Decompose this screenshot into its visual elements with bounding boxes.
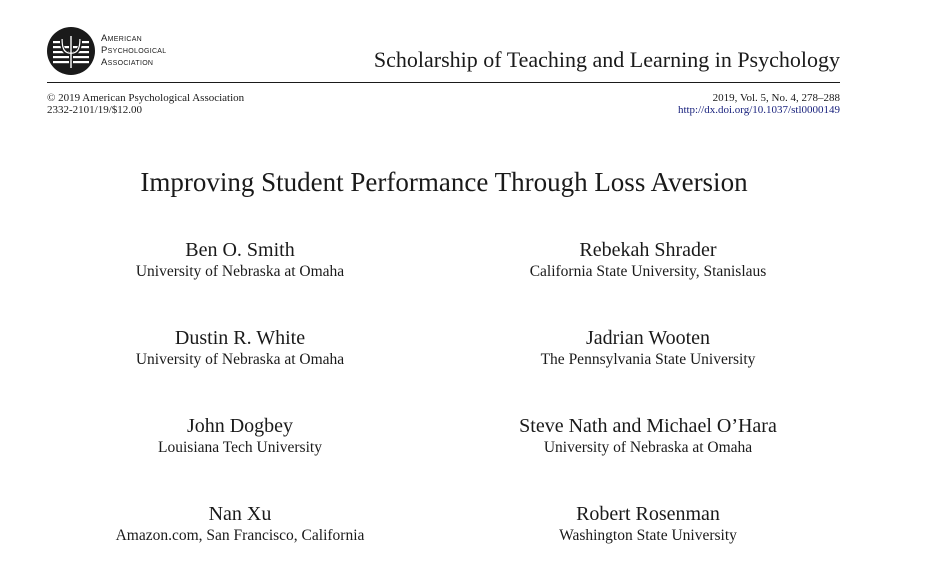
publication-meta-left bbox=[47, 92, 244, 116]
author-name: John Dogbey bbox=[186, 415, 294, 437]
author-affiliation: Amazon.com, San Francisco, California bbox=[115, 527, 365, 544]
journal-header bbox=[47, 27, 840, 81]
author-affiliation: University of Nebraska at Omaha bbox=[135, 351, 345, 368]
author-block bbox=[40, 414, 440, 458]
author-name: Dustin R. White bbox=[174, 327, 306, 349]
author-name: Robert Rosenman bbox=[576, 503, 720, 525]
author-block bbox=[40, 238, 440, 282]
header-divider bbox=[47, 82, 840, 83]
author-block bbox=[448, 502, 848, 546]
author-name: Ben O. Smith bbox=[185, 239, 295, 261]
publisher-line: American bbox=[101, 33, 143, 44]
publisher-line: Association bbox=[101, 57, 154, 68]
author-name: Steve Nath and Michael O’Hara bbox=[519, 415, 777, 437]
author-block bbox=[40, 502, 440, 546]
doi-link[interactable]: http://dx.doi.org/10.1037/stl0000149 bbox=[677, 104, 840, 116]
author-name: Rebekah Shrader bbox=[579, 239, 717, 261]
issn-price: 2332-2101/19/$12.00 bbox=[47, 104, 143, 116]
author-name: Nan Xu bbox=[208, 503, 272, 525]
author-affiliation: Louisiana Tech University bbox=[158, 439, 322, 456]
copyright-notice: © 2019 American Psychological Association bbox=[47, 92, 245, 104]
author-affiliation: California State University, Stanislaus bbox=[529, 263, 767, 280]
publisher-line: Psychological bbox=[101, 45, 167, 56]
publisher-name bbox=[101, 33, 166, 69]
apa-psi-logo-icon bbox=[47, 27, 95, 75]
author-affiliation: University of Nebraska at Omaha bbox=[135, 263, 345, 280]
citation-info: 2019, Vol. 5, No. 4, 278–288 bbox=[712, 92, 840, 104]
author-affiliation: The Pennsylvania State University bbox=[540, 351, 756, 368]
author-name: Jadrian Wooten bbox=[585, 327, 711, 349]
publication-meta-right bbox=[678, 92, 840, 116]
journal-title: Scholarship of Teaching and Learning in Psychology bbox=[373, 47, 840, 72]
author-block bbox=[40, 326, 440, 370]
author-affiliation: University of Nebraska at Omaha bbox=[543, 439, 753, 456]
author-block bbox=[448, 326, 848, 370]
author-block bbox=[448, 238, 848, 282]
author-block bbox=[448, 414, 848, 458]
author-affiliation: Washington State University bbox=[559, 527, 737, 544]
paper-title: Improving Student Performance Through Loss Aversion bbox=[140, 167, 748, 197]
author-list bbox=[0, 238, 928, 558]
